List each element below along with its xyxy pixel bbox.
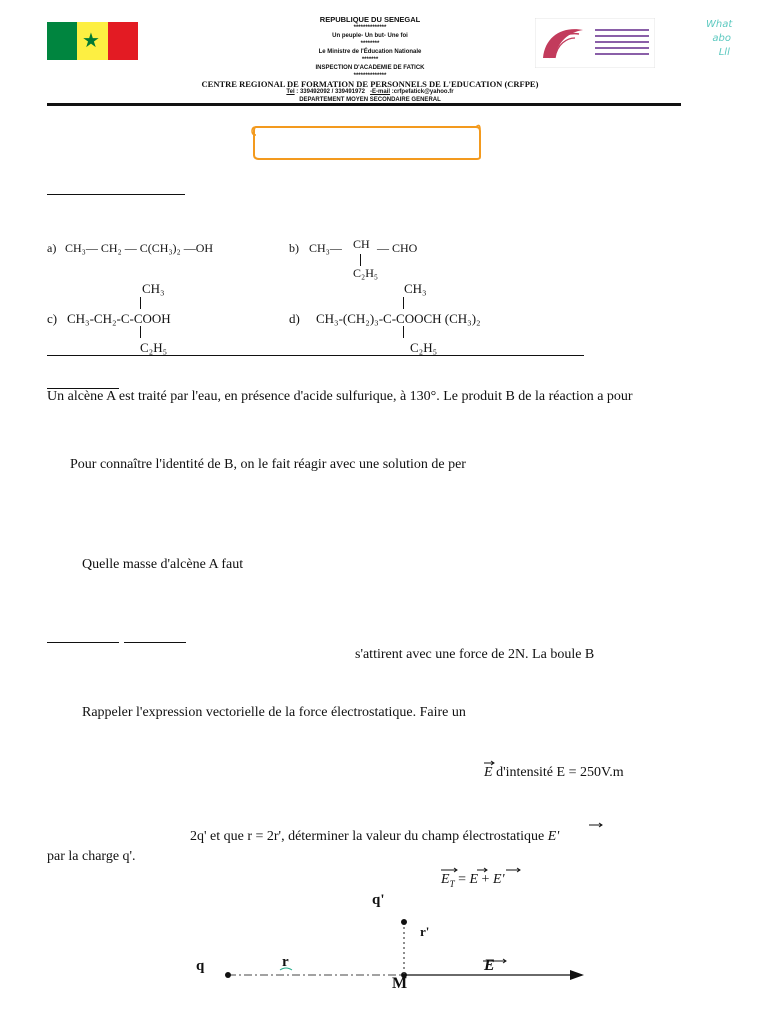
formula-d: CH₃-(CH₂)₃-C-COOCH (CH₃)₂ bbox=[316, 311, 481, 326]
centre-name: CENTRE REGIONAL DE FORMATION DE PERSONNELS DE L'EDUCATION (CRFPE) bbox=[201, 79, 539, 89]
exercise-title-blank bbox=[47, 642, 119, 643]
label-m: M bbox=[392, 975, 408, 992]
formula-a: CH₃— CH₂ — C(CH₃)₂ —OH bbox=[65, 241, 214, 255]
tel-label: Tel bbox=[286, 89, 295, 95]
formula-b-right: — CHO bbox=[377, 241, 418, 255]
separator: ************** bbox=[353, 73, 387, 79]
crfpe-logo bbox=[535, 18, 655, 68]
side-logo-letter: a bbox=[712, 33, 719, 44]
motto: Un peuple- Un but- Une foi bbox=[332, 33, 408, 39]
email-label: -E-mail bbox=[370, 89, 391, 95]
side-logo-letter: h bbox=[715, 19, 723, 30]
separator: ******* bbox=[361, 57, 379, 63]
charge-q-point bbox=[225, 972, 231, 978]
exercise-title-blank bbox=[124, 642, 186, 643]
label-r: r bbox=[282, 954, 289, 970]
side-logo-letter: o bbox=[724, 33, 731, 44]
formula-b-substituent: C₂H₅ bbox=[353, 266, 379, 280]
paragraph-intensite bbox=[484, 765, 624, 781]
label-r-prime: r' bbox=[420, 924, 430, 939]
vector-e-prime: E' bbox=[547, 829, 560, 844]
side-logo-letter: L bbox=[718, 47, 725, 58]
label-q: q bbox=[196, 958, 205, 974]
formula-d-top: CH₃ bbox=[404, 281, 427, 296]
formula-b-label: b) bbox=[289, 241, 299, 255]
country-name: REPUBLIQUE DU SENEGAL bbox=[319, 15, 421, 24]
letterhead bbox=[170, 16, 570, 104]
paragraph-charge: par la charge q'. bbox=[47, 849, 136, 864]
paragraph-masse: Quelle masse d'alcène A faut bbox=[82, 557, 244, 572]
side-logo-letter: t bbox=[728, 19, 733, 30]
email-value: :crfpefatick@yahoo.fr bbox=[390, 89, 454, 95]
formula-d-label: d) bbox=[289, 311, 300, 326]
formula-c: CH₃-CH₂-C-COOH bbox=[67, 311, 171, 326]
vector-arrow-icon bbox=[483, 760, 495, 766]
intensite-text: d'intensité E = 250V.m bbox=[492, 765, 624, 780]
bond-line bbox=[403, 326, 404, 338]
bond-line bbox=[360, 254, 361, 266]
inspection: INSPECTION D'ACADEMIE DE FATICK bbox=[315, 65, 425, 71]
side-logo-letter: l bbox=[727, 47, 730, 58]
paragraph-champ bbox=[190, 829, 559, 845]
paragraph-alcene: Un alcène A est traité par l'eau, en présence d'acide sulfurique, à 130°. Le produit B de la réaction a pour bbox=[47, 389, 633, 404]
eq-e: E bbox=[469, 872, 479, 887]
side-logo-letter: b bbox=[718, 33, 725, 44]
formula-d-bottom: C₂H₅ bbox=[410, 340, 438, 355]
bond-line bbox=[403, 297, 404, 309]
formula-c-label: c) bbox=[47, 311, 58, 326]
eq-et-sub: T bbox=[449, 878, 455, 889]
formula-b-left: CH₃— bbox=[309, 241, 342, 255]
title-scroll-banner bbox=[250, 123, 482, 161]
header-rule bbox=[47, 103, 681, 106]
side-logo-letter: W bbox=[706, 19, 716, 30]
formula-c-top: CH₃ bbox=[142, 281, 165, 296]
axis-arrowhead bbox=[570, 970, 584, 980]
formula-a-label: a) bbox=[47, 241, 57, 255]
separator: ************** bbox=[353, 25, 387, 31]
section-title-blank bbox=[47, 194, 185, 195]
formula-c-bottom: C₂H₅ bbox=[140, 340, 168, 355]
eq-et: E bbox=[441, 872, 450, 887]
flag-red-band bbox=[108, 22, 138, 60]
paragraph-force: s'attirent avec une force de 2N. La boule B bbox=[355, 647, 595, 662]
flag-green-band bbox=[47, 22, 77, 60]
bond-line bbox=[140, 297, 141, 309]
paragraph-rappeler: Rappeler l'expression vectorielle de la force électrostatique. Faire un bbox=[82, 705, 466, 720]
bond-line bbox=[140, 326, 141, 338]
side-logo-letter: a bbox=[722, 19, 729, 30]
ministry: Le Ministre de l'Éducation Nationale bbox=[318, 49, 422, 55]
label-e: E bbox=[484, 957, 495, 974]
eq-plus: + bbox=[478, 872, 493, 887]
vector-arrow-icon bbox=[588, 822, 604, 828]
vector-e: E bbox=[484, 765, 493, 780]
formula-b-mid: CH bbox=[353, 237, 370, 251]
star-icon: ★ bbox=[82, 30, 100, 52]
charge-q-prime-point bbox=[401, 919, 407, 925]
contact-line bbox=[170, 88, 570, 96]
paragraph-identite: Pour connaître l'identité de B, on le fait réagir avec une solution de per bbox=[70, 457, 466, 472]
field-sum-equation bbox=[441, 872, 505, 889]
tel-value: : 339492092 / 339491972 bbox=[294, 89, 366, 95]
side-logo-letter: l bbox=[724, 47, 728, 58]
label-q-prime: q' bbox=[372, 892, 385, 908]
electrostatic-figure bbox=[190, 888, 590, 998]
eq-e-prime: E' bbox=[492, 872, 505, 887]
department: DEPARTEMENT MOYEN SECONDAIRE GENERAL bbox=[299, 97, 441, 103]
separator: ******** bbox=[360, 41, 380, 47]
champ-text: 2q' et que r = 2r', déterminer la valeur du champ électrostatique bbox=[190, 829, 548, 844]
formula-section-rule bbox=[47, 355, 584, 356]
vector-arrows-icon bbox=[440, 867, 530, 873]
eq-equals: = bbox=[454, 872, 470, 887]
side-logo bbox=[706, 18, 732, 60]
senegal-flag bbox=[47, 22, 138, 60]
